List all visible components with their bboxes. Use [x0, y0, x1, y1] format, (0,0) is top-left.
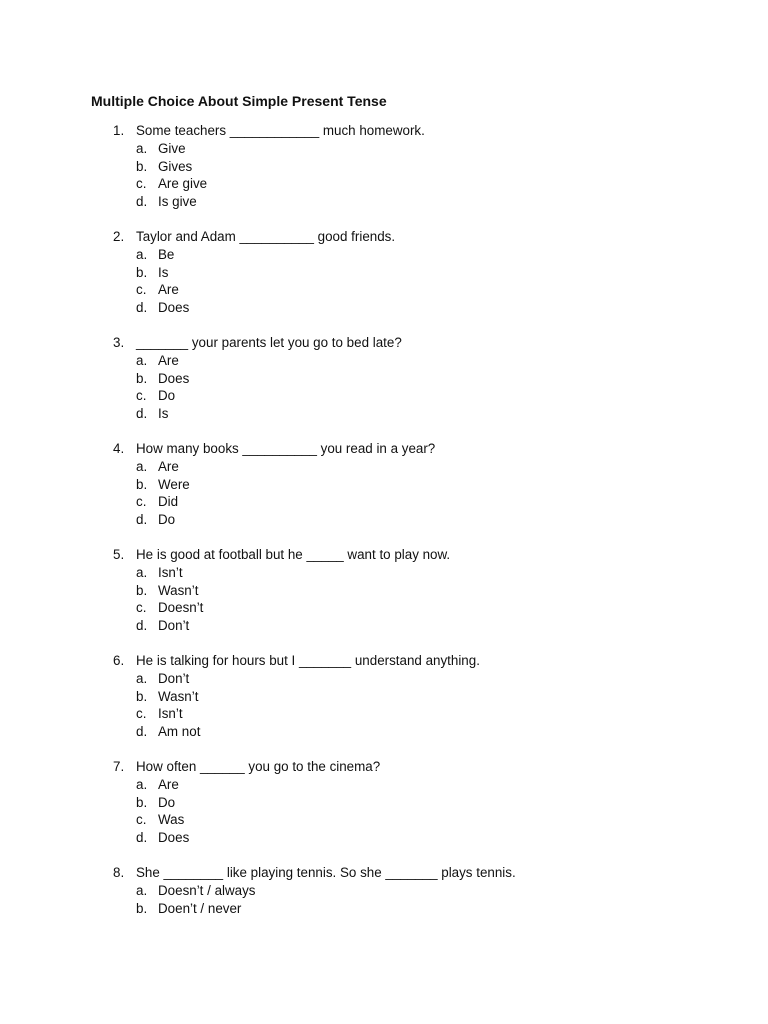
option-text: Doesn’t / always	[158, 883, 256, 898]
option-text: Isn’t	[158, 706, 183, 722]
question-text: He is good at football but he _____ want to play now.	[136, 547, 451, 562]
question-3	[113, 334, 713, 423]
question-5	[113, 546, 713, 635]
option-text: Do	[158, 388, 176, 404]
answer-option	[113, 900, 713, 918]
option-letter: d.	[136, 406, 148, 422]
question-number: 5.	[113, 547, 125, 562]
answer-option	[113, 246, 713, 264]
option-letter: b.	[136, 582, 148, 598]
answer-option	[113, 670, 713, 688]
answer-option	[113, 811, 713, 829]
question-6	[113, 652, 713, 741]
option-letter: c.	[136, 282, 147, 298]
option-text: Doen’t / never	[158, 900, 242, 916]
option-text: Is	[158, 264, 169, 280]
option-letter: d.	[136, 512, 148, 528]
answer-option	[113, 599, 713, 617]
answer-option	[113, 193, 713, 211]
question-4	[113, 440, 713, 529]
option-letter: a.	[136, 247, 148, 262]
question-text: _______ your parents let you go to bed late?	[136, 335, 402, 350]
option-letter: d.	[136, 724, 148, 740]
option-text: Were	[158, 476, 190, 492]
option-text: Do	[158, 794, 176, 810]
question-stem	[113, 440, 713, 458]
option-text: Gives	[158, 158, 193, 174]
question-text: He is talking for hours but I _______ understand anything.	[136, 653, 480, 668]
question-number: 3.	[113, 335, 125, 350]
option-letter: a.	[136, 883, 148, 898]
option-letter: b.	[136, 370, 148, 386]
answer-option	[113, 387, 713, 405]
question-1	[113, 122, 713, 211]
option-text: Are give	[158, 176, 208, 192]
option-letter: c.	[136, 812, 147, 828]
question-stem	[113, 546, 713, 564]
answer-option	[113, 723, 713, 741]
answer-option	[113, 582, 713, 600]
option-letter: a.	[136, 671, 148, 686]
option-text: Do	[158, 512, 176, 528]
option-letter: c.	[136, 388, 147, 404]
question-text: How many books __________ you read in a year?	[136, 441, 436, 456]
option-letter: c.	[136, 494, 147, 510]
answer-option	[113, 158, 713, 176]
question-stem	[113, 758, 713, 776]
question-number: 8.	[113, 865, 125, 880]
option-text: Are	[158, 282, 179, 298]
option-text: Don’t	[158, 671, 190, 686]
question-number: 7.	[113, 759, 125, 774]
option-letter: d.	[136, 618, 148, 634]
answer-option	[113, 476, 713, 494]
answer-option	[113, 405, 713, 423]
option-letter: c.	[136, 176, 147, 192]
option-letter: d.	[136, 830, 148, 846]
question-number: 1.	[113, 123, 125, 138]
option-text: Does	[158, 300, 190, 316]
option-text: Are	[158, 459, 179, 474]
question-8	[113, 864, 713, 917]
question-number: 2.	[113, 229, 125, 244]
question-stem	[113, 864, 713, 882]
question-text: How often ______ you go to the cinema?	[136, 759, 381, 774]
option-text: Is give	[158, 194, 197, 210]
option-text: Does	[158, 830, 190, 846]
answer-option	[113, 493, 713, 511]
question-stem	[113, 228, 713, 246]
answer-option	[113, 352, 713, 370]
answer-option	[113, 370, 713, 388]
option-letter: b.	[136, 900, 148, 916]
option-letter: a.	[136, 141, 148, 156]
option-text: Isn’t	[158, 565, 183, 580]
option-text: Am not	[158, 724, 201, 740]
option-letter: c.	[136, 600, 147, 616]
option-letter: c.	[136, 706, 147, 722]
question-stem	[113, 334, 713, 352]
option-letter: d.	[136, 300, 148, 316]
answer-option	[113, 617, 713, 635]
answer-option	[113, 705, 713, 723]
question-text: Taylor and Adam __________ good friends.	[136, 229, 396, 244]
answer-option	[113, 564, 713, 582]
option-letter: a.	[136, 353, 148, 368]
answer-option	[113, 458, 713, 476]
option-text: Was	[158, 812, 185, 828]
option-text: Give	[158, 141, 186, 156]
answer-option	[113, 776, 713, 794]
option-text: Wasn’t	[158, 582, 199, 598]
answer-option	[113, 882, 713, 900]
answer-option	[113, 794, 713, 812]
question-stem	[113, 122, 713, 140]
option-text: Don’t	[158, 618, 190, 634]
answer-option	[113, 299, 713, 317]
option-text: Are	[158, 353, 179, 368]
option-text: Be	[158, 247, 175, 262]
question-7	[113, 758, 713, 847]
option-text: Are	[158, 777, 179, 792]
option-text: Doesn’t	[158, 600, 204, 616]
question-text: She ________ like playing tennis. So she _______ plays tennis.	[136, 865, 516, 880]
answer-option	[113, 511, 713, 529]
question-text: Some teachers ____________ much homework.	[136, 123, 425, 138]
answer-option	[113, 829, 713, 847]
option-letter: b.	[136, 476, 148, 492]
option-letter: d.	[136, 194, 148, 210]
option-text: Does	[158, 370, 190, 386]
answer-option	[113, 140, 713, 158]
option-letter: a.	[136, 565, 148, 580]
option-letter: b.	[136, 264, 148, 280]
answer-option	[113, 281, 713, 299]
answer-option	[113, 688, 713, 706]
option-letter: b.	[136, 158, 148, 174]
question-stem	[113, 652, 713, 670]
option-letter: a.	[136, 459, 148, 474]
answer-option	[113, 264, 713, 282]
option-text: Wasn’t	[158, 688, 199, 704]
option-text: Did	[158, 494, 179, 510]
question-number: 4.	[113, 441, 125, 456]
option-letter: b.	[136, 688, 148, 704]
option-letter: b.	[136, 794, 148, 810]
option-text: Is	[158, 406, 169, 422]
question-2	[113, 228, 713, 317]
question-number: 6.	[113, 653, 125, 668]
page-title: Multiple Choice About Simple Present Tense	[91, 93, 387, 109]
option-letter: a.	[136, 777, 148, 792]
answer-option	[113, 175, 713, 193]
